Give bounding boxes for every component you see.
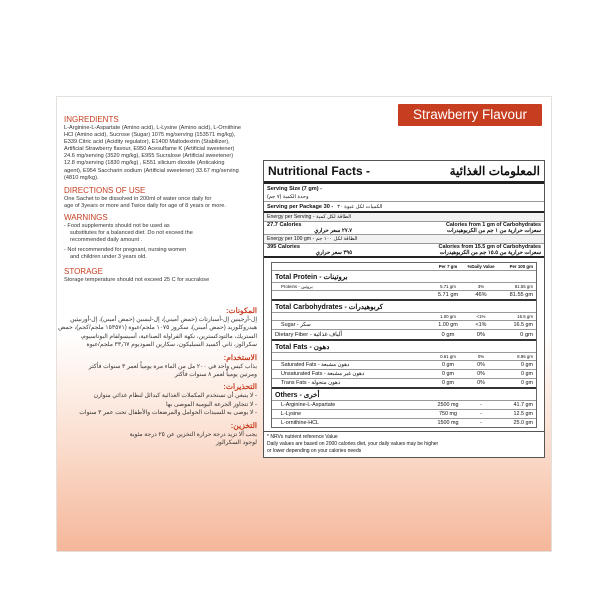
ar-use-heading: الاستخدام: xyxy=(223,352,257,362)
saturated-fats-row: Saturated Fats - دهون مشبعة 0 gm 0% 0 gm xyxy=(272,361,536,370)
unsaturated-fats-row: Unsaturated Fats - دهون غير مشبعة 0 gm 0% 0 gm xyxy=(272,370,536,379)
ar-storage-heading: التخزين: xyxy=(230,420,257,430)
trans-fats-row: Trans Fats - دهون متحولة 0 gm 0% 0 gm xyxy=(272,379,536,389)
energy-serving-row: 27.7 Calories ٢٧.٧ سعر حراري Calories from 1 gm of Carbohydrates سعرات حرارية من ١ جم من الكربوهيدرات xyxy=(264,222,544,235)
energy-100-row: 395 Calories ٣٩٥ سعر حراري Calories from 15.5 gm of Carbohydrates سعرات حرارية من ١٥.٥ جم من الكربوهيدرات xyxy=(264,244,544,258)
sugar-row: Sugar - سكر 1.00 gm <1% 16.5 gm xyxy=(272,321,536,330)
carbohydrates-row: Total Carbohydrates - كربوهيدرات xyxy=(272,301,536,313)
ingredients-text: L-Arginine-L-Aspartate (Amino acid), L-Lysine (Amino acid), L-Ornithine HCl (Amino acid), Sucrose (Sugar) 1075 mg/serving (153571 mg/kg), E339 Citric acid (Acidity regulator), E1400 Maltodextrin (Stabilizer), Artificial Strawberry flavour, E950 Acesulfame K (Artificial sweetener) 24.6 mg/serving (3520 mg/kg), E955 Sucralose (Artificial sweetener) 12.8 mg/serving (1830 mg/kg) , E551 silicium dioxide (Anticaking agent), E954 Saccharin sodium (Artificial sweetener) 33.67 mg/serving (4810 mg/kg). xyxy=(64,125,242,181)
ar-warnings-heading: التحذيرات: xyxy=(223,382,257,392)
nutrition-footnote: * NRVs nutrient reference Value Daily values are based on 2000 calories diet, your daily values may be higher or lower depending on your calories needs xyxy=(264,431,544,457)
fats-row: Total Fats - دهون xyxy=(272,341,536,353)
english-text: INGREDIENTS L-Arginine-L-Aspartate (Amino acid), L-Lysine (Amino acid), L-Ornithine HCl (Amino acid), Sucrose (Sugar) 1075 mg/serving (153571 mg/kg), E339 Citric acid (Acidity regulator), E1400 Maltodextrin (Stabilizer), Artificial Strawberry flavour, E950 Acesulfame K (Artificial sweetener) 24.6 mg/serving (3520 mg/kg), E955 Sucralose (Artificial sweetener) 12.8 mg/serving (1830 mg/kg) , E551 silicium dioxide (Anticaking agent), E954 Saccharin sodium (Artificial sweetener) 33.67 mg/serving (4810 mg/kg). DIRECTIONS OF USE One Sachet to be dissolved in 200ml of water once daily for age of 3years or more and Twice daily for age of 8 years or more. WARNINGS - Food supplements should not be used as substitutes for a balanced diet. Do not exceed the recommended daily amount . - Not recommended for pregnant, nursing women and children under 3 years old. STORAGE Storage temperature should not exceed 25 C for sucralose xyxy=(64,112,256,285)
serving-size-row: Serving Size (7 gm) - xyxy=(267,185,323,192)
others-row: Others - أخرى xyxy=(272,389,536,401)
nutrition-facts-panel: Nutritional Facts - المعلومات الغذائية Serving Size (7 gm) - وحدة الكمية (٧ جم) Serving per Package 30 - الكميات لكل عبوة ٣٠ Energy per Serving - الطاقة لكل كمية 27.7 Calories ٢٧.٧ سعر حراري Calories from 1 gm of Carbohydrates سعرات حرارية من ١ جم من الكربوهيدرات Energy per 100 gm - الطاقة لكل ١٠٠ جم 395 Calories ٣٩٥ سعر حراري Calories from 15.5 gm of Carbohydrates سعرات حرارية من ١٥.٥ جم من الكربوهيدرات Per 7 gm %Daily Value Per 100 gm Total Protein - بروتينات Proteins - بروتين 5.71 gm 3% 81.55 gm 5.71 gm 46% 81.55 gm Total Carbohydrates - كربوهيدرات 1.00 gm <1% 16.5 gm Sugar - سكر 1.00 gm <1% 16.5 gm Dietary Fiber - ألياف غذائية 0 gm 0% 0 gm Total Fats - دهون 0.61 gm 0% 8.96 gm Saturated Fats - دهون مشبعة 0 gm 0% 0 gm Unsaturated Fats - دهون غير مشبعة 0 gm 0% 0 gm Trans Fats - دهون متحولة 0 gm 0% 0 gm Others - أخرى L-Arginine-L-Aspartate 2500 mg - 41.7 gm L-Lysine 750 mg - 12.5 gm L-ornithine-HCL 1500 mg - 25.0 gm * NRVs nutrient reference Value Daily values are based on 2000 calories diet, your daily values may be higher or lower depending on your calories needs xyxy=(263,160,545,458)
ingredients-heading: INGREDIENTS xyxy=(64,115,119,124)
nutrient-table: Per 7 gm %Daily Value Per 100 gm Total Protein - بروتينات Proteins - بروتين 5.71 gm 3% 81.55 gm 5.71 gm 46% 81.55 gm Total Carbohydrates - كربوهيدرات 1.00 gm <1% 16.5 gm Sugar - سكر 1.00 gm <1% 16.5 gm Dietary Fiber - ألياف غذائية 0 gm 0% 0 gm Total Fats - دهون 0.61 gm 0% 8.96 gm Saturated Fats - دهون مشبعة 0 gm 0% 0 gm Unsaturated Fats - دهون غير مشبعة 0 gm 0% 0 gm Trans Fats - دهون متحولة 0 gm 0% 0 gm Others - أخرى L-Arginine-L-Aspartate 2500 mg - 41.7 gm L-Lysine 750 mg - 12.5 gm L-ornithine-HCL 1500 mg - 25.0 gm xyxy=(271,262,537,428)
lysine-row: L-Lysine 750 mg - 12.5 gm xyxy=(272,410,536,419)
directions-heading: DIRECTIONS OF USE xyxy=(64,185,146,195)
ar-ingredients-heading: المكونات: xyxy=(225,306,257,315)
per-package-row: Serving per Package 30 - الكميات لكل عبوة ٣٠ xyxy=(264,202,544,213)
arginine-row: L-Arginine-L-Aspartate 2500 mg - 41.7 gm xyxy=(272,401,536,410)
ornithine-row: L-ornithine-HCL 1500 mg - 25.0 gm xyxy=(281,420,533,426)
storage-heading: STORAGE xyxy=(64,267,103,277)
flavour-banner: Strawberry Flavour xyxy=(398,104,542,126)
energy-100-label: Energy per 100 gm - الطاقة لكل ١٠٠ جم xyxy=(264,235,544,244)
nutrition-title: Nutritional Facts - المعلومات الغذائية xyxy=(264,161,544,184)
protein-values: 5.71 gm 46% 81.55 gm xyxy=(272,291,536,301)
warnings-heading: WARNINGS xyxy=(64,212,108,222)
protein-row: Total Protein - بروتينات xyxy=(272,271,536,283)
energy-serving-label: Energy per Serving - الطاقة لكل كمية xyxy=(264,213,544,222)
fiber-row: Dietary Fiber - ألياف غذائية 0 gm 0% 0 gm xyxy=(272,330,536,341)
arabic-text: المكونات: إل-أرجينين إل-أسبارتات (حمض أميني)، إل-ليسين (حمض أميني)، إل-أورنيثين هيدروكلوريد (حمض أميني)، سكروز ١٠٧٥ ملجم/عبوة (١٥٣٥٧١ ملجم/كجم)، حمض الستريك، مالتودكسترين، نكهة الفراولة الصناعية، أسيسولفام البوتاسيوم، سكرالوز، ثاني أكسيد السيليكون، سكارين الصوديوم ٣٣٫٦٧ ملجم/عبوة الاستخدام: يذاب كيس واحد في ٢٠٠ مل من الماء مرة يومياً لعمر ٣ سنوات فأكثر ومرتين يومياً لعمر ٨ سنوات فأكثر التحذيرات: - لا ينبغي أن تستخدم المكملات الغذائية كبدائل لنظام غذائي متوازن - لا تتجاوز الجرعة اليومية الموصى بها - لا يوصى به للسيدات الحوامل والمرضعات والأطفال تحت عمر ٣ سنوات التخزين: يجب ألا تزيد درجة حرارة التخزين عن ٢٥ درجة مئوية لوجود السكرالوز xyxy=(58,306,257,447)
table-header: Per 7 gm %Daily Value Per 100 gm xyxy=(272,263,536,271)
